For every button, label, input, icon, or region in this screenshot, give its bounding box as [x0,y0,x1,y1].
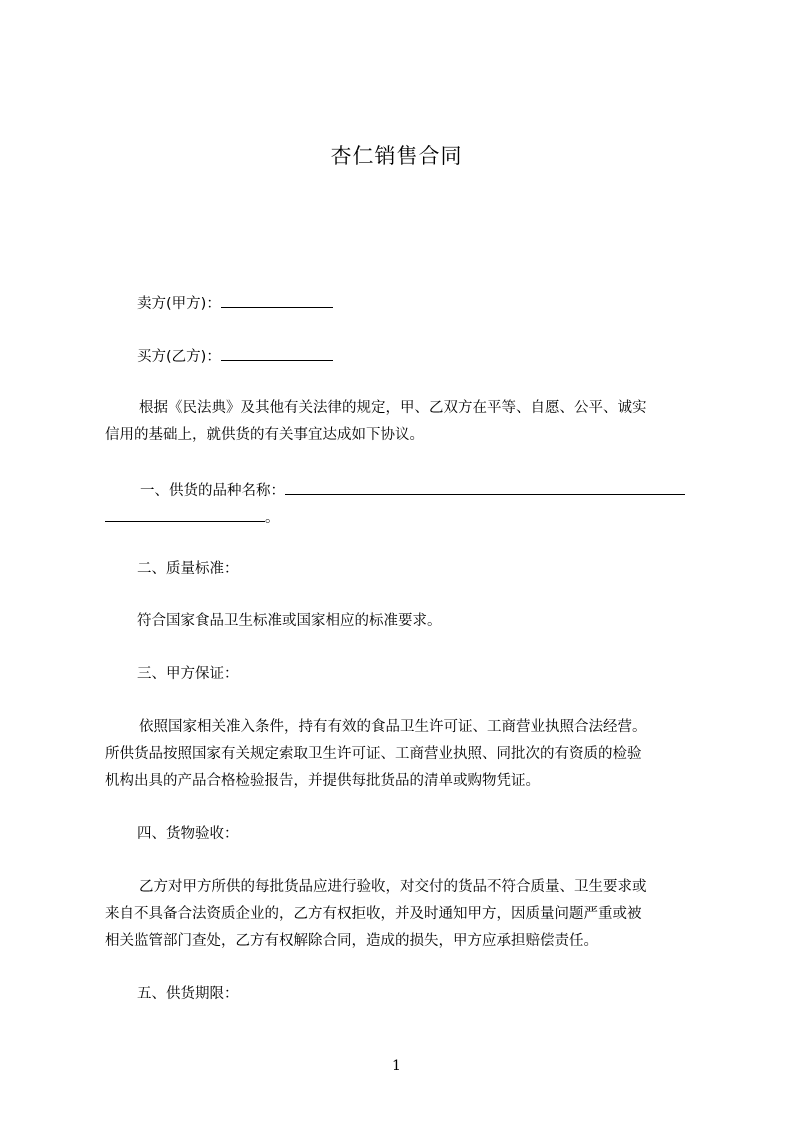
section-4-line-3: 相关监管部门查处，乙方有权解除合同，造成的损失，甲方应承担赔偿责任。 [105,933,598,949]
section-3-line-1: 依照国家相关准入条件，持有有效的食品卫生许可证、工商营业执照合法经营。 [139,719,647,735]
section-3-heading: 三、甲方保证： [137,666,239,682]
section-4-line-1: 乙方对甲方所供的每批货品应进行验收，对交付的货品不符合质量、卫生要求或 [139,879,647,895]
buyer-blank [221,345,333,361]
seller-line [137,292,333,314]
seller-blank [221,292,333,308]
section-5-heading: 五、供货期限： [137,986,239,1002]
section-3-line-2: 所供货品按照国家有关规定索取卫生许可证、工商营业执照、同批次的有资质的检验 [105,746,642,762]
section-4-line-2: 来自不具备合法资质企业的，乙方有权拒收，并及时通知甲方，因质量问题严重或被 [105,906,642,922]
section-1-label: 一、供货的品种名称： [140,483,285,499]
section-2-heading: 二、质量标准： [137,561,239,577]
section-2-body: 符合国家食品卫生标准或国家相应的标准要求。 [137,613,442,629]
intro-line-1: 根据《民法典》及其他有关法律的规定，甲、乙双方在平等、自愿、公平、诚实 [139,400,647,416]
buyer-line [137,345,333,367]
section-1-line [140,479,685,501]
intro-line-2: 信用的基础上，就供货的有关事宜达成如下协议。 [105,427,424,443]
seller-label: 卖方(甲方)： [137,296,221,312]
section-1-end: 。 [265,510,280,526]
document-title: 杏仁销售合同 [330,144,463,168]
page-number: 1 [392,1058,401,1074]
buyer-label: 买方(乙方)： [137,349,221,365]
section-4-heading: 四、货物验收： [137,826,239,842]
section-3-line-3: 机构出具的产品合格检验报告，并提供每批货品的清单或购物凭证。 [105,773,540,789]
section-1-blank-2 [105,506,265,522]
section-1-line-2 [105,506,280,528]
section-1-blank [285,479,685,495]
